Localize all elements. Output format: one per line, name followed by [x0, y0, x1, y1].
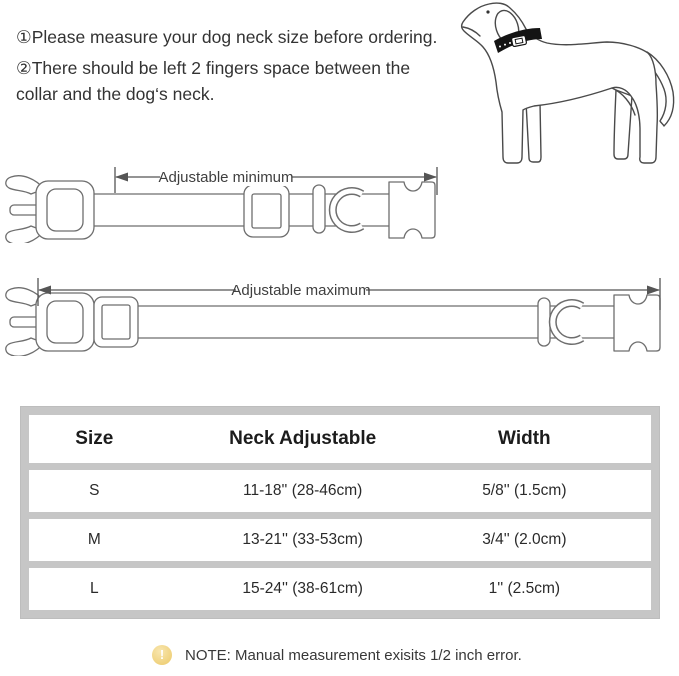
- cell-width-m: 3/4'' (2.0cm): [482, 531, 567, 548]
- cell-neck-m: 13-21'' (33-53cm): [242, 531, 363, 548]
- collar-diagram-maximum: [0, 270, 679, 361]
- cell-size-l: L: [89, 580, 99, 597]
- cell-width-s: 5/8'' (1.5cm): [482, 482, 567, 499]
- dog-far-rear-leg: [614, 90, 632, 159]
- instruction-line-1: ①Please measure your dog neck size before ordering.: [16, 27, 438, 47]
- collar-minimum-drawing: [0, 163, 455, 243]
- table-row: [29, 470, 651, 512]
- adjustable-minimum-label: Adjustable minimum: [158, 169, 294, 186]
- cell-neck-s: 11-18'' (28-46cm): [242, 482, 363, 499]
- dog-line-drawing: [450, 0, 679, 172]
- female-buckle: [389, 182, 435, 238]
- dog-far-front-leg: [526, 102, 541, 162]
- cell-size-m: M: [87, 531, 101, 548]
- female-buckle: [614, 295, 660, 351]
- size-table: [20, 406, 660, 619]
- header-neck-adjustable: Neck Adjustable: [229, 428, 377, 449]
- measuring-instructions: [16, 24, 437, 107]
- measurement-note: [152, 645, 522, 665]
- cell-size-s: S: [89, 482, 100, 499]
- triglide-slider-inner: [102, 305, 130, 339]
- buckle-loop-inner: [47, 189, 83, 231]
- collar-diagram-minimum: [0, 163, 455, 248]
- triglide-slider-inner: [252, 194, 281, 228]
- instruction-line-2: ②There should be left 2 fingers space between the collar and the dog‘s neck.: [16, 58, 411, 104]
- table-row: [29, 568, 651, 610]
- dog-eye: [486, 10, 489, 13]
- strap-keeper: [538, 298, 550, 346]
- header-width: Width: [498, 428, 551, 449]
- collar-maximum-drawing: [0, 270, 679, 356]
- adjustable-maximum-label: Adjustable maximum: [231, 282, 371, 299]
- buckle-loop-inner: [47, 301, 83, 343]
- dog-illustration: [450, 0, 679, 177]
- table-header-row: [29, 415, 651, 463]
- exclamation-icon: !: [152, 645, 172, 665]
- table-row: [29, 519, 651, 561]
- cell-neck-l: 15-24'' (38-61cm): [242, 580, 363, 597]
- dog-collar-buckle: [511, 35, 526, 47]
- note-text: NOTE: Manual measurement exisits 1/2 inch error.: [185, 646, 522, 664]
- cell-width-l: 1'' (2.5cm): [488, 580, 561, 597]
- header-size: Size: [75, 428, 114, 449]
- strap-keeper: [313, 185, 325, 233]
